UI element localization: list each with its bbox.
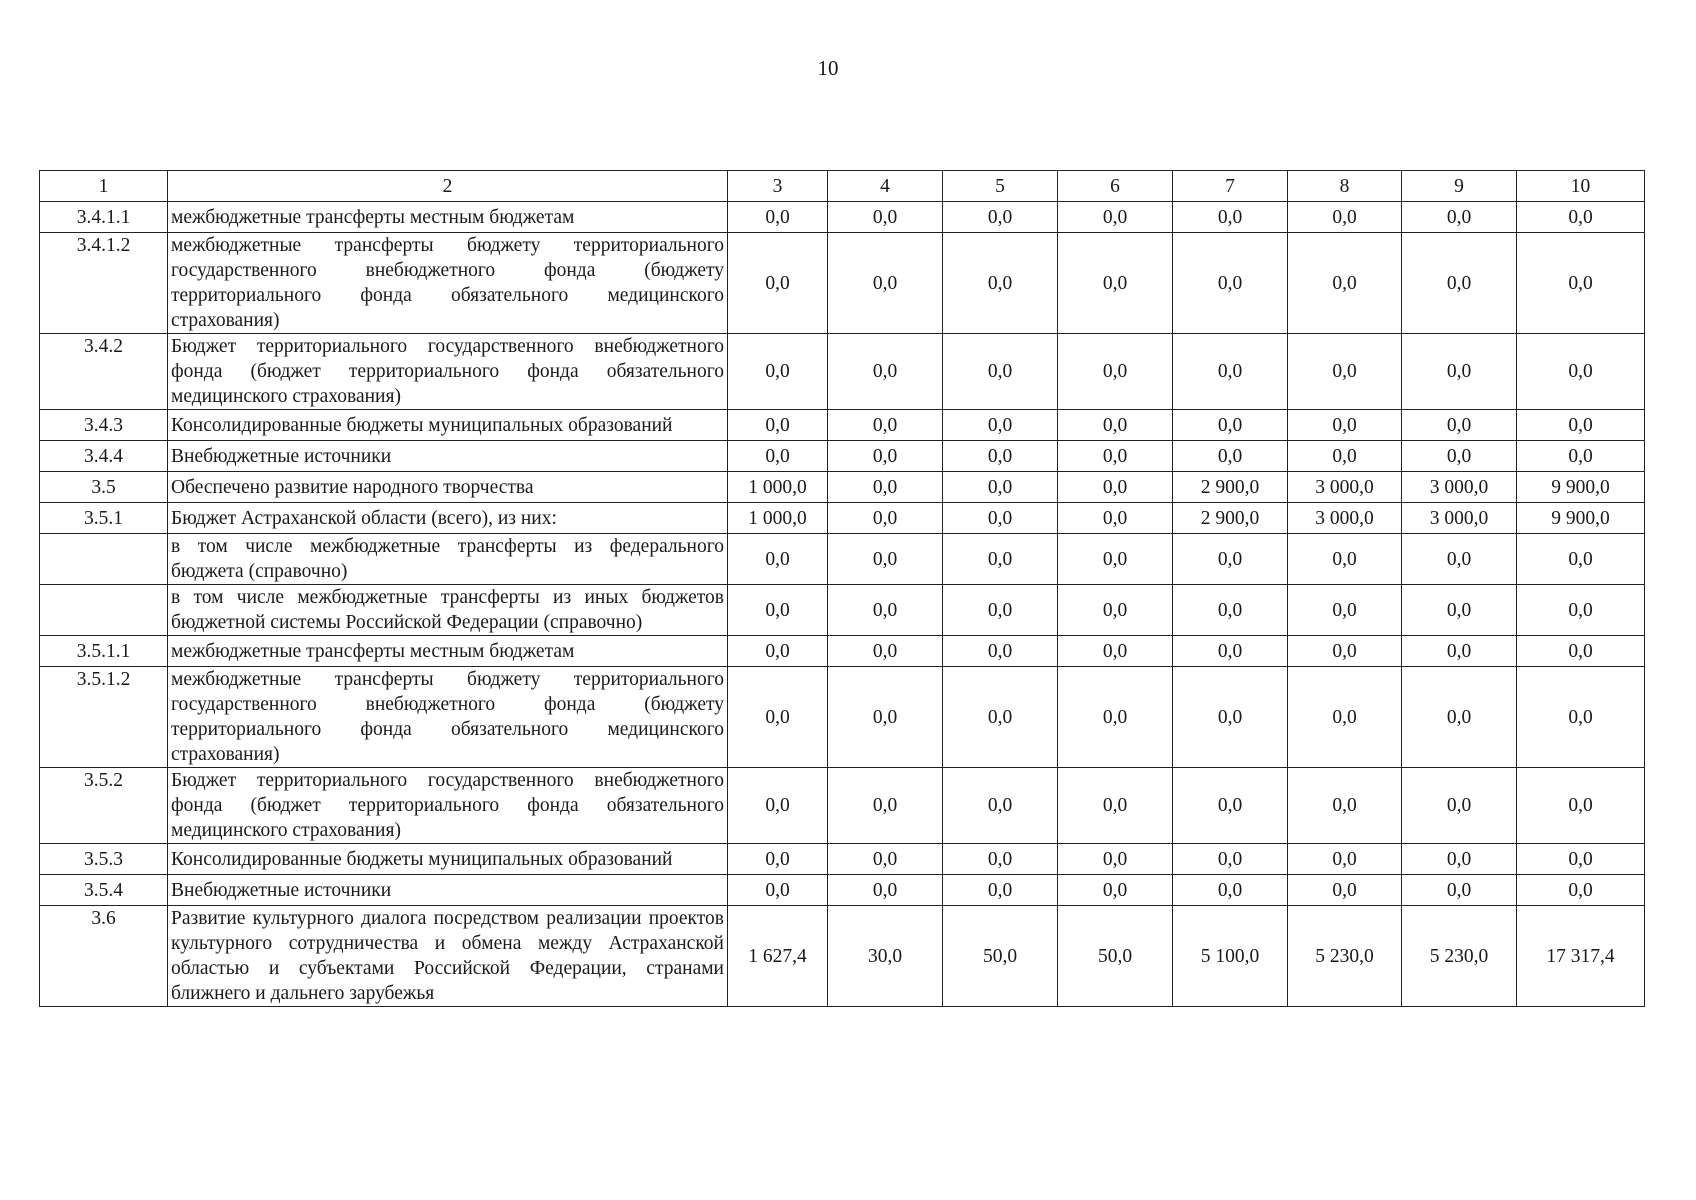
row-value-cell: 0,0 bbox=[1402, 875, 1517, 906]
row-value-cell: 0,0 bbox=[1173, 410, 1288, 441]
row-value-cell: 0,0 bbox=[728, 844, 828, 875]
row-value-cell: 0,0 bbox=[1173, 875, 1288, 906]
row-value-cell: 0,0 bbox=[1402, 410, 1517, 441]
row-value-cell: 0,0 bbox=[1517, 875, 1645, 906]
row-name-cell: межбюджетные трансферты местным бюджетам bbox=[168, 202, 728, 233]
row-value-cell: 3 000,0 bbox=[1288, 503, 1402, 534]
row-value-cell: 0,0 bbox=[1288, 585, 1402, 636]
table-row bbox=[40, 202, 1645, 233]
row-value-cell: 0,0 bbox=[1402, 534, 1517, 585]
row-name-cell: Бюджет Астраханской области (всего), из них: bbox=[168, 503, 728, 534]
row-name-cell: Внебюджетные источники bbox=[168, 441, 728, 472]
row-value-cell: 2 900,0 bbox=[1173, 503, 1288, 534]
row-value-cell: 0,0 bbox=[943, 202, 1058, 233]
row-name-cell: в том числе межбюджетные трансферты из иных бюджетов бюджетной системы Российской Федерации (справочно) bbox=[168, 585, 728, 636]
row-value-cell: 0,0 bbox=[1058, 410, 1173, 441]
row-value-cell: 0,0 bbox=[1173, 844, 1288, 875]
row-value-cell: 0,0 bbox=[943, 334, 1058, 410]
row-value-cell: 0,0 bbox=[1058, 768, 1173, 844]
row-value-cell: 0,0 bbox=[1058, 844, 1173, 875]
header-cell: 3 bbox=[728, 171, 828, 202]
row-value-cell: 1 000,0 bbox=[728, 503, 828, 534]
row-name-cell: Развитие культурного диалога посредством реализации проектов культурного сотрудничества и обмена между Астраханской областью и субъектами Российской Федерации, странами ближнего и дальнего зарубежья bbox=[168, 906, 728, 1007]
row-value-cell: 0,0 bbox=[943, 233, 1058, 334]
row-value-cell: 0,0 bbox=[1517, 334, 1645, 410]
row-value-cell: 0,0 bbox=[1517, 534, 1645, 585]
row-value-cell: 0,0 bbox=[1288, 534, 1402, 585]
row-value-cell: 50,0 bbox=[943, 906, 1058, 1007]
row-value-cell: 0,0 bbox=[1058, 667, 1173, 768]
row-value-cell: 0,0 bbox=[943, 503, 1058, 534]
row-code-cell: 3.4.2 bbox=[40, 334, 168, 410]
header-cell: 8 bbox=[1288, 171, 1402, 202]
row-value-cell: 17 317,4 bbox=[1517, 906, 1645, 1007]
header-cell: 7 bbox=[1173, 171, 1288, 202]
row-value-cell: 0,0 bbox=[1288, 768, 1402, 844]
row-value-cell: 0,0 bbox=[1402, 233, 1517, 334]
row-code-cell: 3.5.4 bbox=[40, 875, 168, 906]
row-value-cell: 0,0 bbox=[728, 585, 828, 636]
row-value-cell: 0,0 bbox=[943, 441, 1058, 472]
row-code-cell bbox=[40, 534, 168, 585]
row-value-cell: 0,0 bbox=[1288, 844, 1402, 875]
table-row bbox=[40, 844, 1645, 875]
row-value-cell: 0,0 bbox=[943, 410, 1058, 441]
row-value-cell: 0,0 bbox=[828, 334, 943, 410]
row-value-cell: 0,0 bbox=[1288, 875, 1402, 906]
table-row bbox=[40, 875, 1645, 906]
row-value-cell: 0,0 bbox=[828, 410, 943, 441]
row-value-cell: 0,0 bbox=[1288, 233, 1402, 334]
row-value-cell: 0,0 bbox=[1173, 768, 1288, 844]
row-value-cell: 9 900,0 bbox=[1517, 472, 1645, 503]
row-value-cell: 3 000,0 bbox=[1402, 503, 1517, 534]
table-header-row bbox=[40, 171, 1645, 202]
row-code-cell bbox=[40, 585, 168, 636]
row-value-cell: 0,0 bbox=[828, 768, 943, 844]
row-value-cell: 0,0 bbox=[943, 667, 1058, 768]
table-body bbox=[40, 171, 1645, 1007]
row-value-cell: 0,0 bbox=[828, 585, 943, 636]
row-value-cell: 0,0 bbox=[1517, 844, 1645, 875]
row-value-cell: 0,0 bbox=[728, 534, 828, 585]
row-code-cell: 3.5.3 bbox=[40, 844, 168, 875]
row-value-cell: 0,0 bbox=[1058, 441, 1173, 472]
row-value-cell: 0,0 bbox=[943, 844, 1058, 875]
row-value-cell: 0,0 bbox=[728, 334, 828, 410]
row-value-cell: 0,0 bbox=[943, 636, 1058, 667]
row-value-cell: 0,0 bbox=[1288, 202, 1402, 233]
table-row bbox=[40, 410, 1645, 441]
row-value-cell: 5 230,0 bbox=[1288, 906, 1402, 1007]
row-name-cell: в том числе межбюджетные трансферты из федерального бюджета (справочно) bbox=[168, 534, 728, 585]
row-value-cell: 0,0 bbox=[1402, 636, 1517, 667]
row-value-cell: 0,0 bbox=[943, 534, 1058, 585]
row-name-cell: Бюджет территориального государственного внебюджетного фонда (бюджет территориального фонда обязательного медицинского страхования) bbox=[168, 768, 728, 844]
row-value-cell: 0,0 bbox=[1517, 585, 1645, 636]
row-value-cell: 0,0 bbox=[1173, 202, 1288, 233]
table-row bbox=[40, 472, 1645, 503]
row-name-cell: Обеспечено развитие народного творчества bbox=[168, 472, 728, 503]
row-value-cell: 0,0 bbox=[1517, 768, 1645, 844]
header-cell: 2 bbox=[168, 171, 728, 202]
row-value-cell: 0,0 bbox=[828, 534, 943, 585]
row-value-cell: 0,0 bbox=[1517, 441, 1645, 472]
row-code-cell: 3.5 bbox=[40, 472, 168, 503]
row-code-cell: 3.6 bbox=[40, 906, 168, 1007]
row-value-cell: 50,0 bbox=[1058, 906, 1173, 1007]
row-value-cell: 0,0 bbox=[943, 585, 1058, 636]
header-cell: 1 bbox=[40, 171, 168, 202]
row-value-cell: 0,0 bbox=[1402, 334, 1517, 410]
row-value-cell: 0,0 bbox=[828, 636, 943, 667]
row-code-cell: 3.4.3 bbox=[40, 410, 168, 441]
row-value-cell: 0,0 bbox=[828, 667, 943, 768]
row-value-cell: 0,0 bbox=[1173, 334, 1288, 410]
row-value-cell: 0,0 bbox=[1402, 441, 1517, 472]
row-code-cell: 3.5.1.1 bbox=[40, 636, 168, 667]
row-code-cell: 3.5.1 bbox=[40, 503, 168, 534]
row-value-cell: 0,0 bbox=[943, 472, 1058, 503]
row-value-cell: 0,0 bbox=[1402, 585, 1517, 636]
row-value-cell: 0,0 bbox=[1058, 233, 1173, 334]
row-value-cell: 0,0 bbox=[1402, 667, 1517, 768]
table-row bbox=[40, 534, 1645, 585]
row-value-cell: 0,0 bbox=[828, 233, 943, 334]
row-value-cell: 30,0 bbox=[828, 906, 943, 1007]
row-name-cell: межбюджетные трансферты бюджету территориального государственного внебюджетного фонда (бюджету территориального фонда обязательного медицинского страхования) bbox=[168, 667, 728, 768]
row-value-cell: 0,0 bbox=[1173, 233, 1288, 334]
row-value-cell: 5 230,0 bbox=[1402, 906, 1517, 1007]
table-row bbox=[40, 503, 1645, 534]
row-value-cell: 0,0 bbox=[1058, 472, 1173, 503]
row-value-cell: 0,0 bbox=[1173, 667, 1288, 768]
row-value-cell: 0,0 bbox=[1517, 636, 1645, 667]
row-value-cell: 0,0 bbox=[828, 441, 943, 472]
row-value-cell: 0,0 bbox=[1288, 636, 1402, 667]
row-value-cell: 0,0 bbox=[1288, 667, 1402, 768]
budget-table bbox=[39, 170, 1645, 1007]
row-value-cell: 0,0 bbox=[728, 875, 828, 906]
row-value-cell: 0,0 bbox=[728, 768, 828, 844]
row-value-cell: 0,0 bbox=[1288, 334, 1402, 410]
row-value-cell: 1 627,4 bbox=[728, 906, 828, 1007]
header-cell: 5 bbox=[943, 171, 1058, 202]
row-value-cell: 0,0 bbox=[1058, 636, 1173, 667]
header-cell: 10 bbox=[1517, 171, 1645, 202]
table-row bbox=[40, 585, 1645, 636]
row-value-cell: 0,0 bbox=[728, 667, 828, 768]
table-row bbox=[40, 636, 1645, 667]
row-name-cell: Бюджет территориального государственного внебюджетного фонда (бюджет территориального фонда обязательного медицинского страхования) bbox=[168, 334, 728, 410]
row-value-cell: 0,0 bbox=[1058, 334, 1173, 410]
header-cell: 4 bbox=[828, 171, 943, 202]
row-value-cell: 0,0 bbox=[1402, 768, 1517, 844]
row-value-cell: 0,0 bbox=[828, 472, 943, 503]
row-value-cell: 0,0 bbox=[1058, 534, 1173, 585]
row-value-cell: 0,0 bbox=[728, 636, 828, 667]
row-value-cell: 0,0 bbox=[1173, 441, 1288, 472]
row-value-cell: 0,0 bbox=[943, 768, 1058, 844]
row-value-cell: 0,0 bbox=[943, 875, 1058, 906]
row-value-cell: 0,0 bbox=[1173, 585, 1288, 636]
table-row bbox=[40, 906, 1645, 1007]
page-number: 10 bbox=[817, 56, 839, 80]
row-value-cell: 0,0 bbox=[1058, 875, 1173, 906]
row-value-cell: 9 900,0 bbox=[1517, 503, 1645, 534]
row-value-cell: 1 000,0 bbox=[728, 472, 828, 503]
row-name-cell: межбюджетные трансферты бюджету территориального государственного внебюджетного фонда (бюджету территориального фонда обязательного медицинского страхования) bbox=[168, 233, 728, 334]
row-value-cell: 0,0 bbox=[828, 875, 943, 906]
row-value-cell: 0,0 bbox=[1173, 534, 1288, 585]
row-value-cell: 0,0 bbox=[1288, 441, 1402, 472]
row-value-cell: 0,0 bbox=[828, 202, 943, 233]
row-value-cell: 0,0 bbox=[828, 503, 943, 534]
table-row bbox=[40, 441, 1645, 472]
row-value-cell: 0,0 bbox=[1288, 410, 1402, 441]
header-cell: 9 bbox=[1402, 171, 1517, 202]
row-value-cell: 5 100,0 bbox=[1173, 906, 1288, 1007]
row-value-cell: 2 900,0 bbox=[1173, 472, 1288, 503]
table-row bbox=[40, 233, 1645, 334]
row-name-cell: Внебюджетные источники bbox=[168, 875, 728, 906]
row-value-cell: 0,0 bbox=[1058, 202, 1173, 233]
row-value-cell: 0,0 bbox=[828, 844, 943, 875]
row-value-cell: 0,0 bbox=[728, 202, 828, 233]
row-value-cell: 0,0 bbox=[1517, 667, 1645, 768]
row-value-cell: 0,0 bbox=[728, 410, 828, 441]
row-value-cell: 0,0 bbox=[728, 441, 828, 472]
row-code-cell: 3.5.2 bbox=[40, 768, 168, 844]
row-value-cell: 3 000,0 bbox=[1402, 472, 1517, 503]
row-value-cell: 0,0 bbox=[1173, 636, 1288, 667]
row-code-cell: 3.4.1.1 bbox=[40, 202, 168, 233]
table-row bbox=[40, 667, 1645, 768]
row-value-cell: 0,0 bbox=[1517, 233, 1645, 334]
table-row bbox=[40, 334, 1645, 410]
row-value-cell: 0,0 bbox=[1517, 202, 1645, 233]
row-value-cell: 0,0 bbox=[1402, 844, 1517, 875]
row-value-cell: 0,0 bbox=[1058, 503, 1173, 534]
row-value-cell: 3 000,0 bbox=[1288, 472, 1402, 503]
row-value-cell: 0,0 bbox=[1517, 410, 1645, 441]
table-row bbox=[40, 768, 1645, 844]
row-code-cell: 3.4.4 bbox=[40, 441, 168, 472]
row-value-cell: 0,0 bbox=[1402, 202, 1517, 233]
row-value-cell: 0,0 bbox=[1058, 585, 1173, 636]
row-name-cell: Консолидированные бюджеты муниципальных образований bbox=[168, 410, 728, 441]
header-cell: 6 bbox=[1058, 171, 1173, 202]
row-code-cell: 3.5.1.2 bbox=[40, 667, 168, 768]
row-name-cell: межбюджетные трансферты местным бюджетам bbox=[168, 636, 728, 667]
row-name-cell: Консолидированные бюджеты муниципальных образований bbox=[168, 844, 728, 875]
row-value-cell: 0,0 bbox=[728, 233, 828, 334]
row-code-cell: 3.4.1.2 bbox=[40, 233, 168, 334]
